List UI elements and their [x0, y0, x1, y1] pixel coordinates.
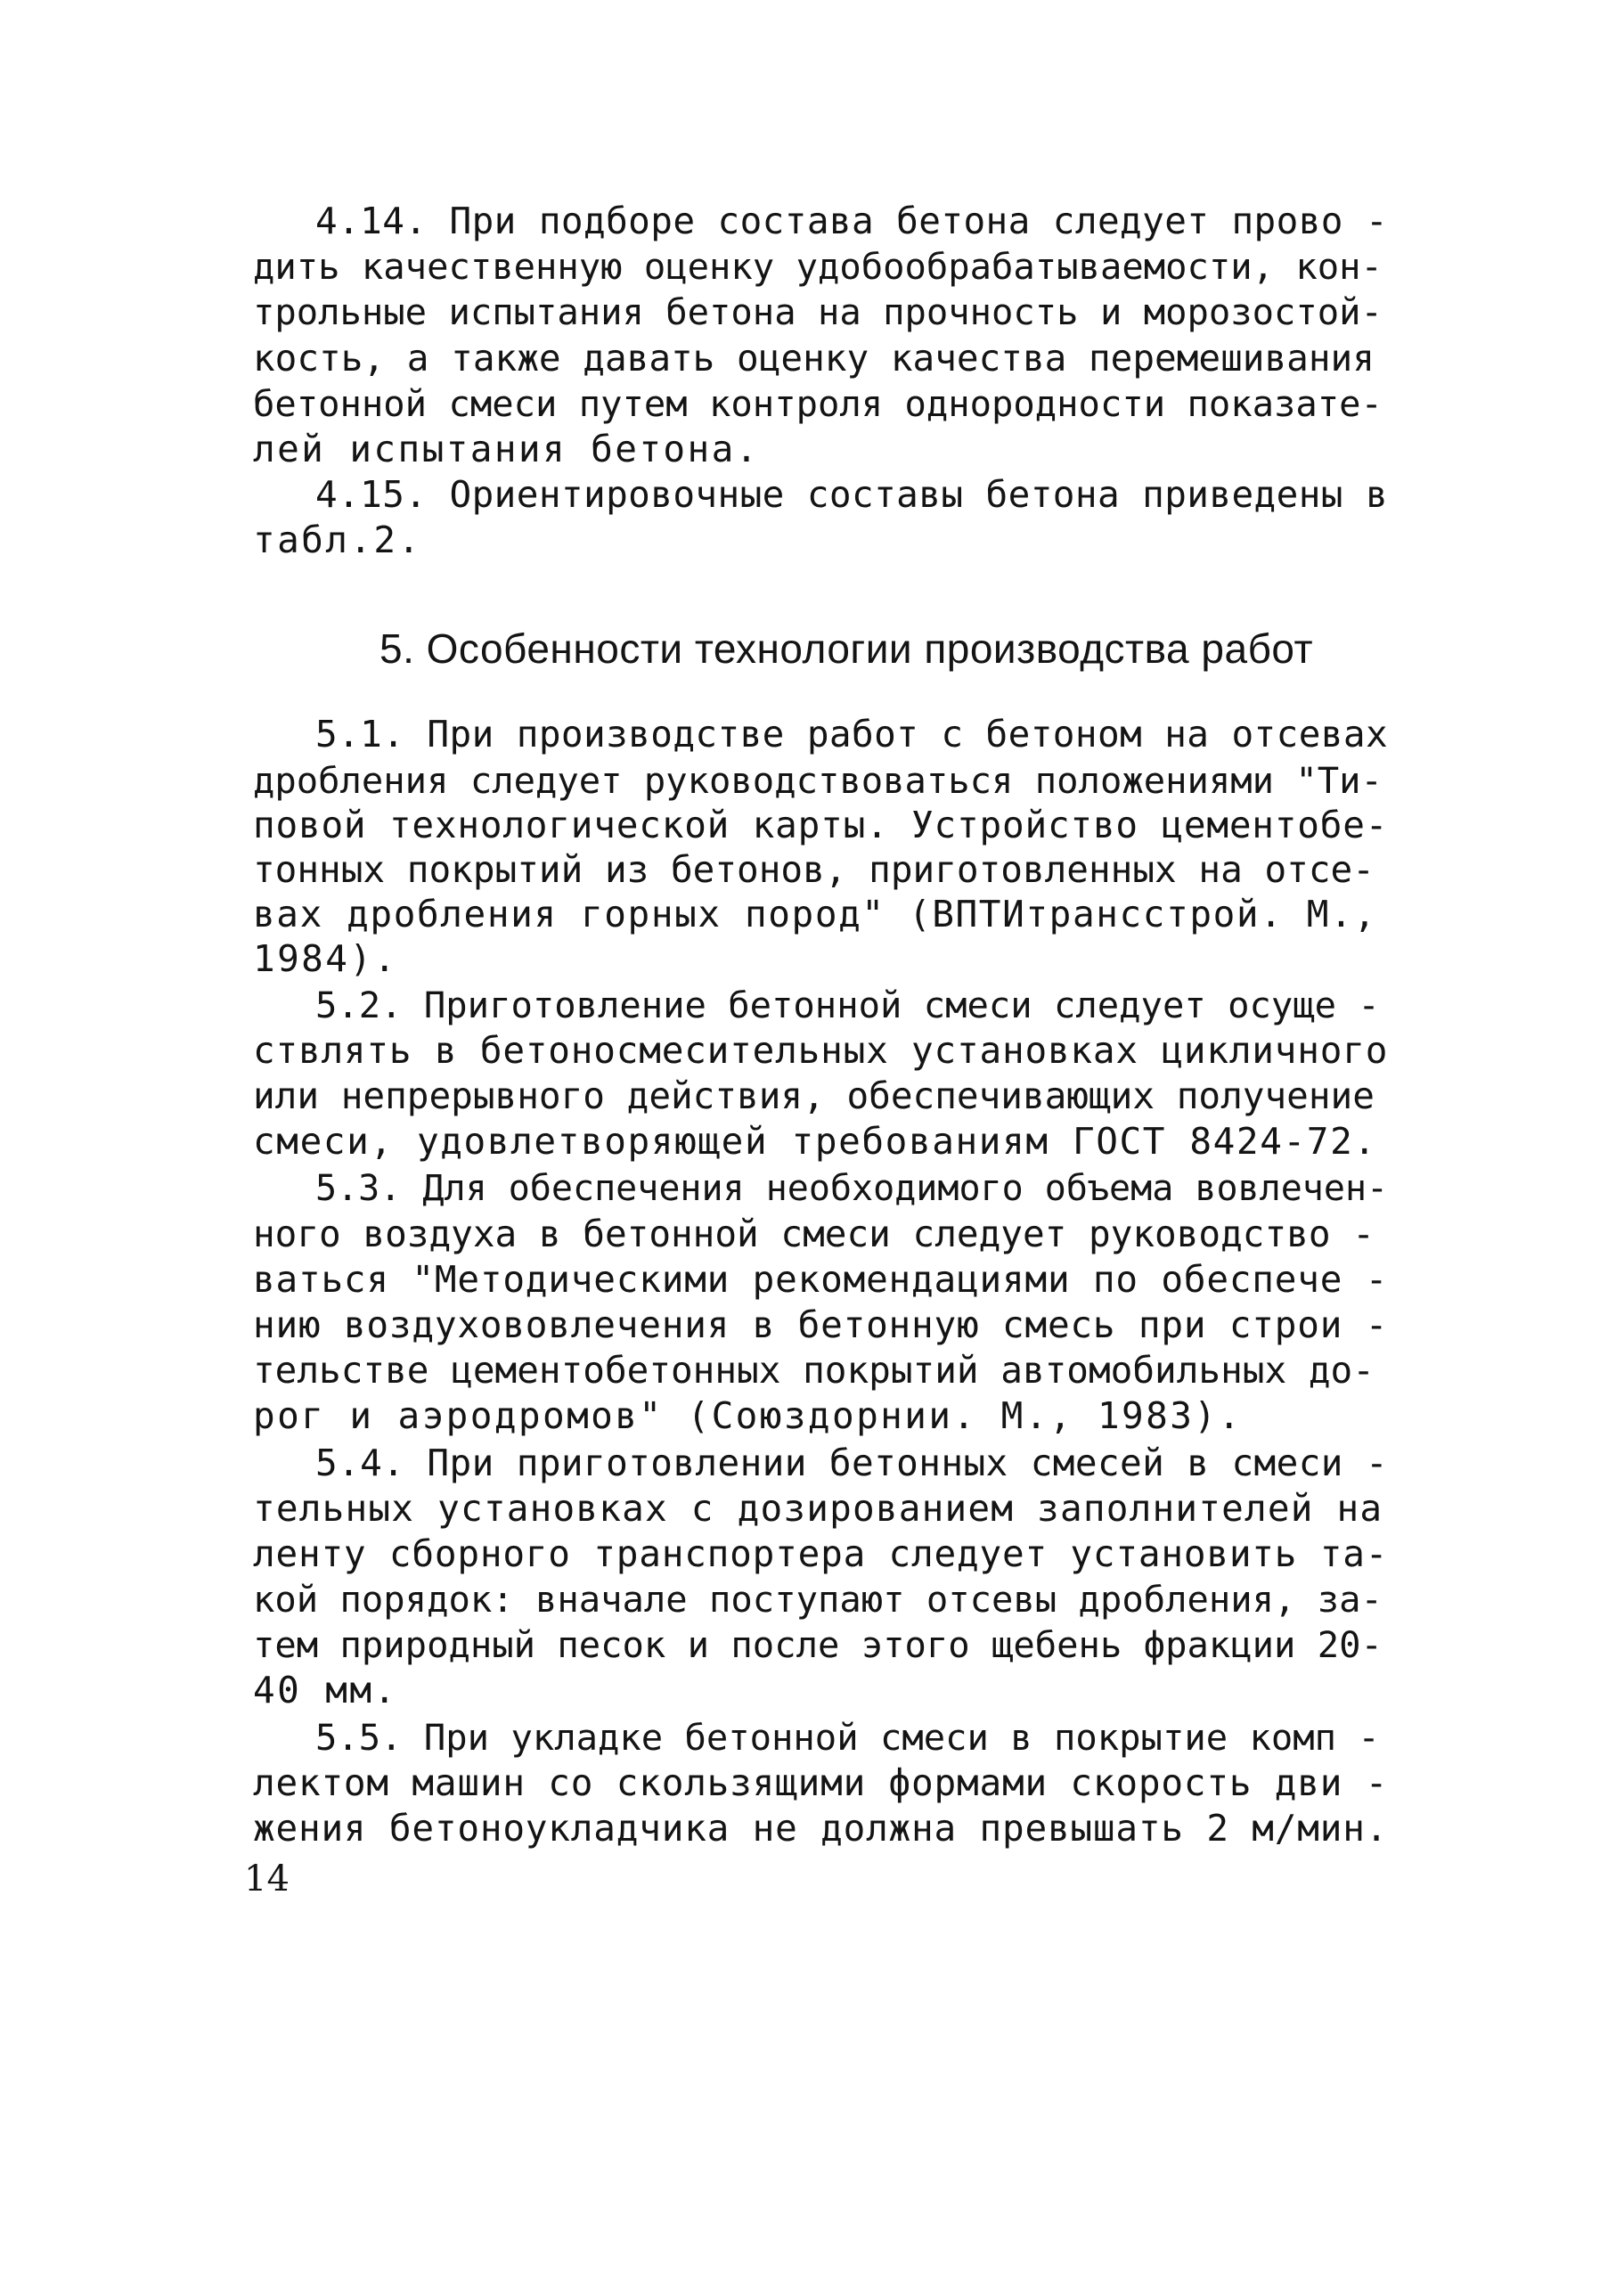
paragraph-5-5-line-1: 5.5. При укладке бетонной смеси в покрытие комп - — [315, 1716, 1380, 1759]
paragraph-5-3-line-5: тельстве цементобетонных покрытий автомобильных до- — [253, 1349, 1375, 1392]
paragraph-4-14-line-2: дить качественную оценку удобообрабатываемости, кон- — [253, 245, 1383, 288]
page-number: 14 — [244, 1858, 290, 1899]
paragraph-5-2-line-4: смеси, удовлетворяющей требованиям ГОСТ 8424-72. — [253, 1120, 1377, 1163]
paragraph-5-1-line-1: 5.1. При производстве работ с бетоном на отсевах — [315, 713, 1389, 756]
paragraph-5-3-line-2: ного воздуха в бетонной смеси следует руководство - — [253, 1213, 1375, 1255]
paragraph-4-14-line-3: трольные испытания бетона на прочность и морозостой- — [253, 290, 1383, 333]
paragraph-4-15-line-1: 4.15. Ориентировочные составы бетона приведены в — [315, 473, 1389, 516]
paragraph-4-15-line-2: табл.2. — [253, 519, 422, 561]
paragraph-5-4-line-3: ленту сборного транспортера следует установить та- — [253, 1532, 1389, 1575]
paragraph-5-5-line-3: жения бетоноукладчика не должна превышать 2 м/мин. — [253, 1807, 1389, 1850]
paragraph-5-2-line-2: ствлять в бетоносмесительных установках цикличного — [253, 1029, 1389, 1072]
paragraph-5-4-line-5: тем природный песок и после этого щебень фракции 20- — [253, 1623, 1383, 1666]
paragraph-5-1-line-4: тонных покрытий из бетонов, приготовленных на отсе- — [253, 848, 1375, 891]
paragraph-5-2-line-1: 5.2. Приготовление бетонной смеси следует осуще - — [315, 984, 1380, 1026]
paragraph-5-3-line-1: 5.3. Для обеспечения необходимого объема вовлечен- — [315, 1168, 1389, 1209]
paragraph-5-1-line-2: дробления следует руководствоваться положениями "Ти- — [253, 759, 1383, 802]
paragraph-5-4-line-2: тельных установках с дозированием заполнителей на — [253, 1487, 1383, 1530]
paragraph-5-1-line-5: вах дробления горных пород" (ВПТИтрансстрой. М., — [253, 893, 1377, 935]
section-heading: 5. Особенности технологии производства работ — [379, 625, 1314, 672]
paragraph-5-3-line-6: рог и аэродромов" (Союздорнии. М., 1983). — [253, 1394, 1243, 1437]
paragraph-5-4-line-6: 40 мм. — [253, 1669, 398, 1711]
paragraph-5-2-line-3: или непрерывного действия, обеспечивающих получение — [253, 1074, 1375, 1117]
paragraph-5-4-line-1: 5.4. При приготовлении бетонных смесей в смеси - — [315, 1442, 1389, 1484]
paragraph-4-14-line-1: 4.14. При подборе состава бетона следует прово - — [315, 200, 1389, 242]
paragraph-5-3-line-3: ваться "Методическими рекомендациями по обеспече - — [253, 1258, 1389, 1301]
paragraph-4-14-line-6: лей испытания бетона. — [253, 428, 760, 470]
paragraph-4-14-line-5: бетонной смеси путем контроля однородности показате- — [253, 382, 1383, 425]
paragraph-5-3-line-4: нию воздухововлечения в бетонную смесь при строи - — [253, 1303, 1389, 1346]
paragraph-5-4-line-4: кой порядок: вначале поступают отсевы дробления, за- — [253, 1578, 1383, 1621]
paragraph-4-14-line-4: кость, а также давать оценку качества перемешивания — [253, 337, 1375, 380]
paragraph-5-1-line-6: 1984). — [253, 937, 398, 980]
paragraph-5-5-line-2: лектом машин со скользящими формами скорость дви - — [253, 1761, 1389, 1804]
paragraph-5-1-line-3: повой технологической карты. Устройство цементобе- — [253, 804, 1389, 846]
